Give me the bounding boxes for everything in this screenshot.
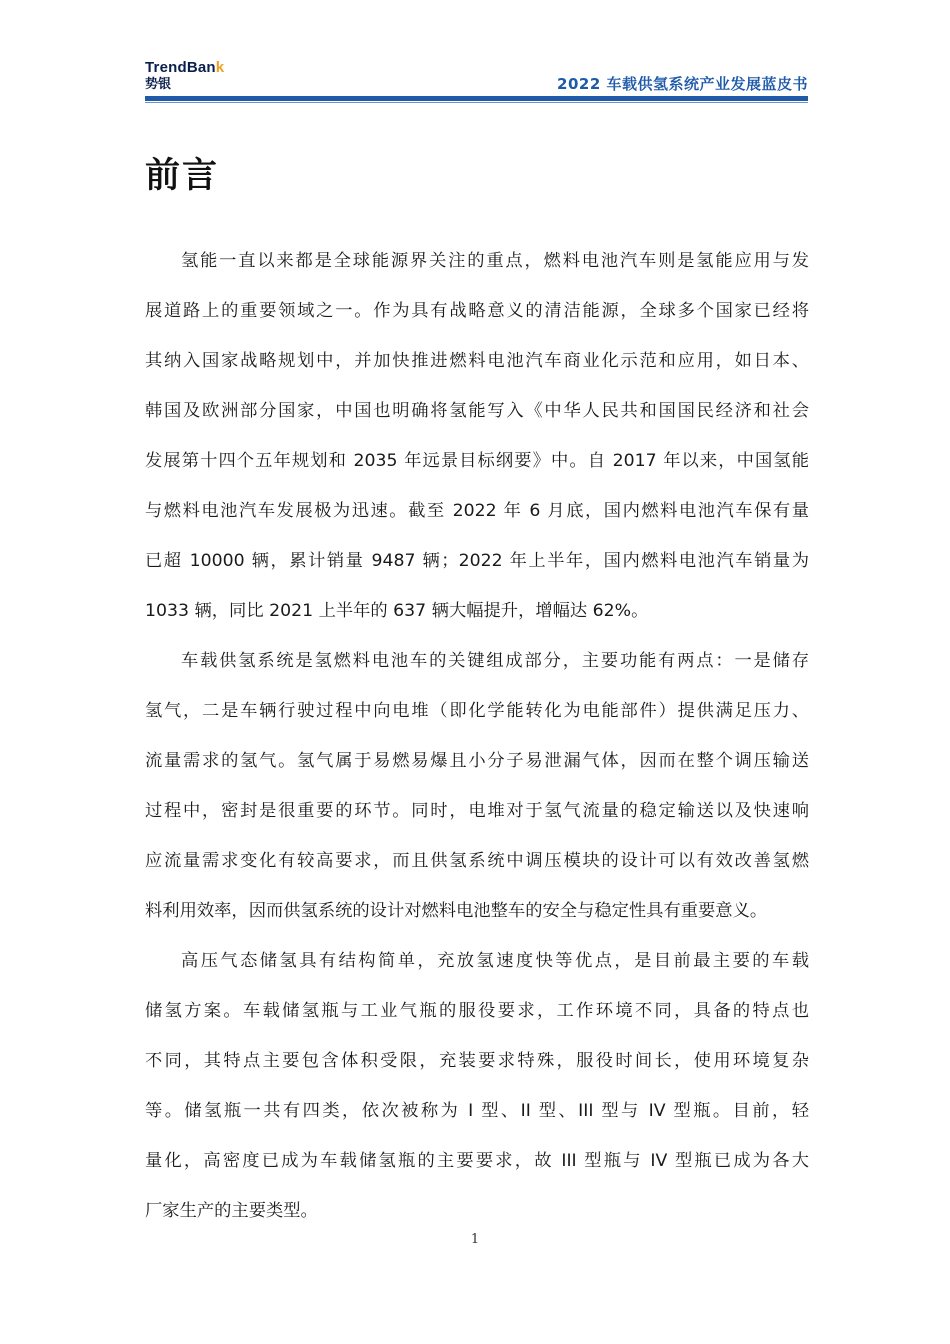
paragraph-line: 应流量需求变化有较高要求，而且供氢系统中调压模块的设计可以有效改善氢燃 <box>145 851 809 871</box>
paragraph-line: 厂家生产的主要类型。 <box>145 1201 318 1221</box>
report-title: 2022 车载供氢系统产业发展蓝皮书 <box>557 75 808 93</box>
paragraph-line: 其纳入国家战略规划中，并加快推进燃料电池汽车商业化示范和应用，如日本、 <box>145 351 809 371</box>
logo-chinese-name: 势银 <box>145 77 172 92</box>
paragraph-line: 过程中，密封是很重要的环节。同时，电堆对于氢气流量的稳定输送以及快速响 <box>145 801 809 821</box>
paragraph-line: 储氢方案。车载储氢瓶与工业气瓶的服役要求，工作环境不同，具备的特点也 <box>145 1001 809 1021</box>
paragraph-2 <box>145 636 809 936</box>
paragraph-line: 料利用效率，因而供氢系统的设计对燃料电池整车的安全与稳定性具有重要意义。 <box>145 901 768 921</box>
logo-wordmark <box>145 60 224 76</box>
paragraph-line: 不同，其特点主要包含体积受限，充装要求特殊，服役时间长，使用环境复杂 <box>145 1051 809 1071</box>
logo-wordmark-main: TrendBan <box>145 59 216 76</box>
logo-wordmark-accent: k <box>215 59 225 76</box>
paragraph-3 <box>145 936 809 1236</box>
header-divider-thin <box>145 102 808 103</box>
page-number: 1 <box>470 1232 480 1247</box>
paragraph-1 <box>145 236 809 636</box>
body-text <box>145 236 809 1236</box>
paragraph-line: 等。储氢瓶一共有四类，依次被称为 I 型、II 型、III 型与 IV 型瓶。目前，轻 <box>145 1101 809 1121</box>
trendbank-logo <box>145 60 224 93</box>
paragraph-line: 韩国及欧洲部分国家，中国也明确将氢能写入《中华人民共和国国民经济和社会 <box>145 401 809 421</box>
paragraph-line: 氢能一直以来都是全球能源界关注的重点，燃料电池汽车则是氢能应用与发 <box>181 251 809 271</box>
paragraph-line: 已超 10000 辆，累计销量 9487 辆；2022 年上半年，国内燃料电池汽车销量为 <box>145 551 809 571</box>
paragraph-line: 车载供氢系统是氢燃料电池车的关键组成部分，主要功能有两点：一是储存 <box>181 651 809 671</box>
page-header <box>0 0 950 110</box>
paragraph-line: 量化，高密度已成为车载储氢瓶的主要要求，故 III 型瓶与 IV 型瓶已成为各大 <box>145 1151 809 1171</box>
paragraph-line: 1033 辆，同比 2021 上半年的 637 辆大幅提升，增幅达 62%。 <box>145 601 649 621</box>
paragraph-line: 发展第十四个五年规划和 2035 年远景目标纲要》中。自 2017 年以来，中国氢能 <box>145 451 809 471</box>
paragraph-line: 展道路上的重要领域之一。作为具有战略意义的清洁能源，全球多个国家已经将 <box>145 301 809 321</box>
page-title: 前言 <box>145 156 220 196</box>
header-divider <box>145 96 808 101</box>
paragraph-line: 高压气态储氢具有结构简单，充放氢速度快等优点，是目前最主要的车载 <box>181 951 809 971</box>
paragraph-line: 流量需求的氢气。氢气属于易燃易爆且小分子易泄漏气体，因而在整个调压输送 <box>145 751 809 771</box>
paragraph-line: 氢气，二是车辆行驶过程中向电堆（即化学能转化为电能部件）提供满足压力、 <box>145 701 809 721</box>
paragraph-line: 与燃料电池汽车发展极为迅速。截至 2022 年 6 月底，国内燃料电池汽车保有量 <box>145 501 809 521</box>
